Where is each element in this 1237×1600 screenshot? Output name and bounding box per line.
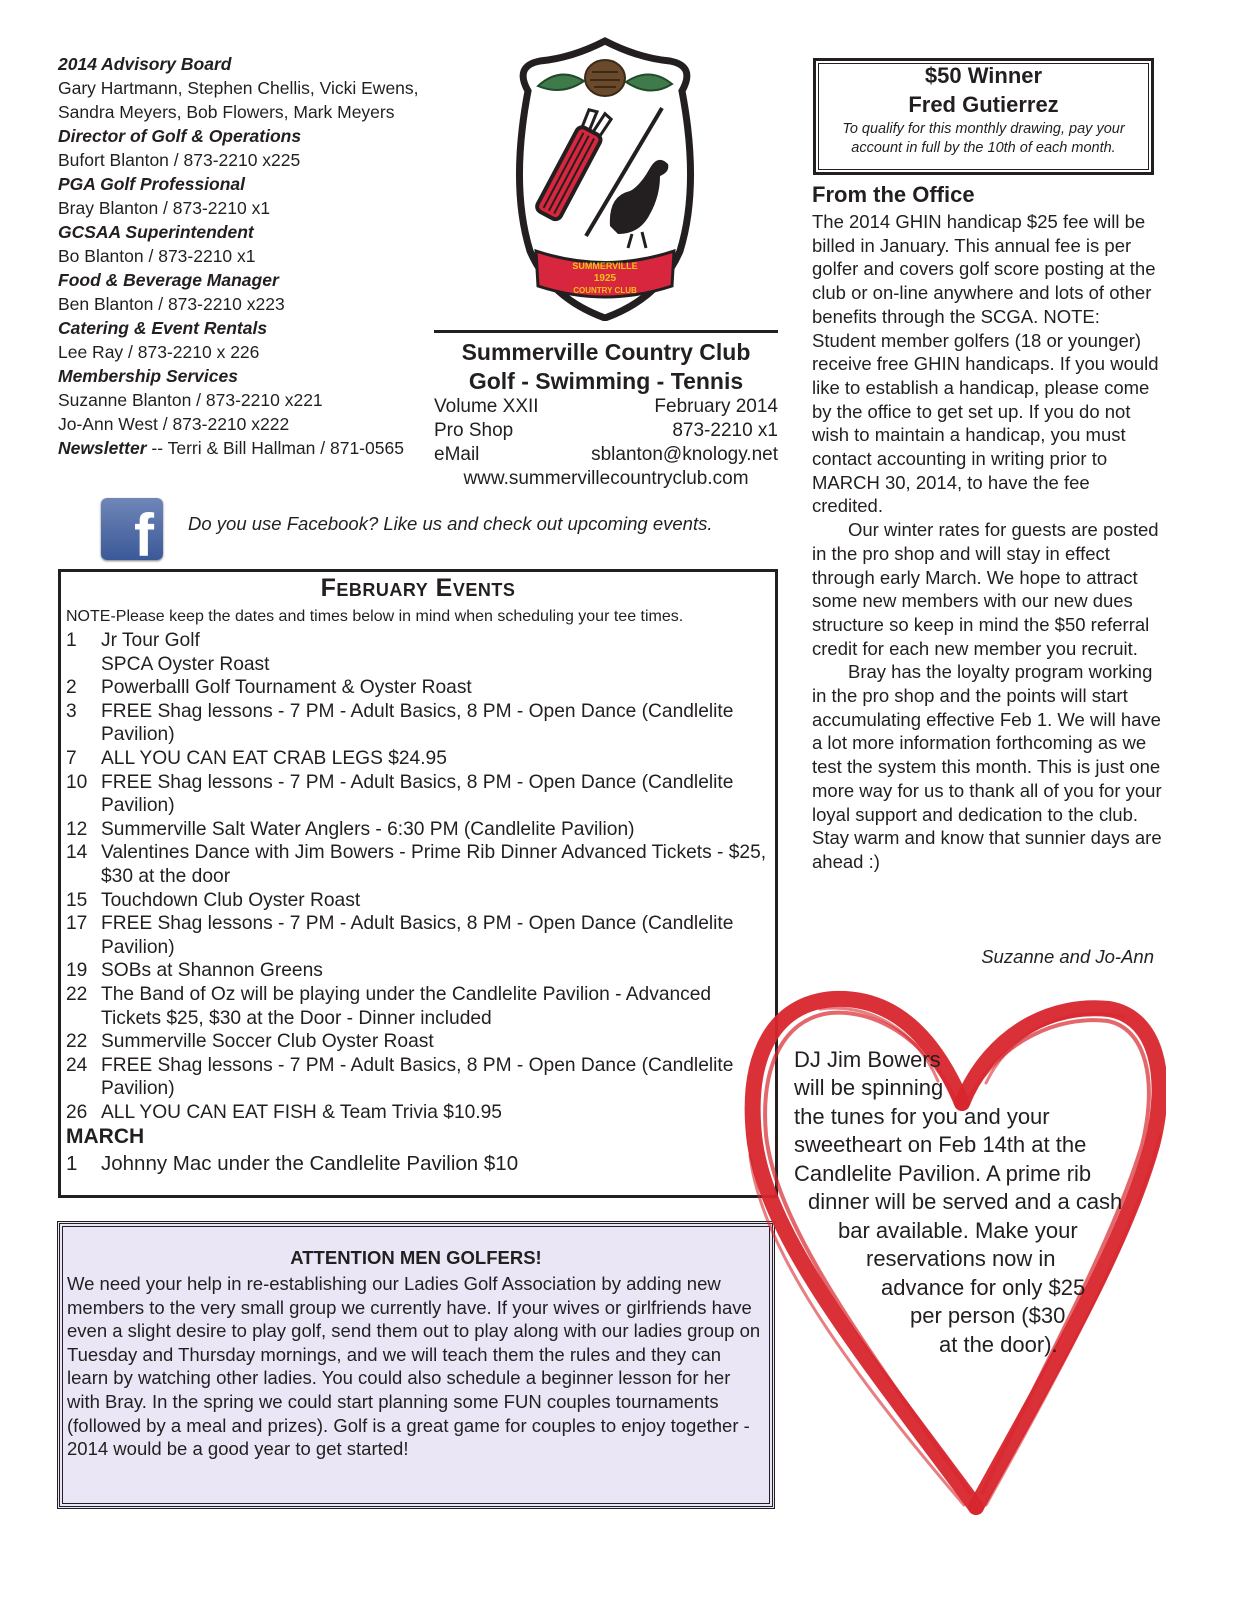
event-item bbox=[66, 629, 770, 653]
heart-text-line: bar available. Make your bbox=[838, 1218, 1078, 1243]
role-title: Director of Golf & Operations bbox=[58, 126, 302, 146]
event-text: FREE Shag lessons - 7 PM - Adult Basics, 8 PM - Open Dance (Candlelite Pavilion) bbox=[101, 913, 734, 958]
role-title: PGA Golf Professional bbox=[58, 174, 246, 194]
event-text: Johnny Mac under the Candlelite Pavilion $10 bbox=[101, 1152, 519, 1176]
logo-banner-bottom: COUNTRY CLUB bbox=[573, 286, 637, 295]
heart-text-line: sweetheart on Feb 14th at the bbox=[794, 1132, 1087, 1157]
event-item bbox=[66, 1030, 770, 1054]
event-text: Powerballl Golf Tournament & Oyster Roast bbox=[101, 677, 472, 699]
event-text: Summerville Salt Water Anglers - 6:30 PM (Candlelite Pavilion) bbox=[101, 818, 635, 840]
event-text: ALL YOU CAN EAT FISH & Team Trivia $10.95 bbox=[101, 1101, 502, 1123]
advisory-board bbox=[58, 52, 430, 460]
heart-text-line: at the door). bbox=[939, 1332, 1058, 1357]
logo-banner-top: SUMMERVILLE bbox=[572, 261, 638, 271]
club-name: Summerville Country Club bbox=[461, 339, 751, 365]
proshop-phone: 873-2210 x1 bbox=[672, 420, 778, 441]
events-list bbox=[66, 629, 770, 1178]
heart-text-line: the tunes for you and your bbox=[794, 1104, 1050, 1129]
role-title: GCSAA Superintendent bbox=[58, 222, 254, 242]
board-members-line: Gary Hartmann, Stephen Chellis, Vicki Ewens, bbox=[58, 78, 419, 98]
event-text: FREE Shag lessons - 7 PM - Adult Basics, 8 PM - Open Dance (Candlelite Pavilion) bbox=[101, 1054, 734, 1100]
office-paragraph: Our winter rates for guests are posted in the pro shop and will stay in effect through early March. We hope to attract some new members with our new dues structure so keep in mind the $50 referral credit for each new member you recruit. bbox=[812, 519, 1159, 659]
email-label: eMail bbox=[434, 444, 480, 465]
office-title: From the Office bbox=[812, 182, 975, 207]
role-contact: Ben Blanton / 873-2210 x223 bbox=[58, 294, 285, 314]
heart-text-line: dinner will be served and a cash bbox=[808, 1189, 1123, 1214]
event-item bbox=[66, 912, 770, 959]
club-logo bbox=[500, 36, 710, 321]
event-text: SPCA Oyster Roast bbox=[101, 653, 270, 675]
logo-year: 1925 bbox=[593, 273, 617, 284]
facebook-glyph: f bbox=[134, 502, 154, 560]
heart-text-line: DJ Jim Bowers bbox=[794, 1047, 941, 1072]
event-item bbox=[66, 983, 770, 1030]
event-day: 1 bbox=[66, 630, 77, 651]
winner-note: To qualify for this monthly drawing, pay your account in full by the 10th of each month. bbox=[842, 121, 1125, 156]
event-text: ALL YOU CAN EAT CRAB LEGS $24.95 bbox=[101, 747, 447, 769]
office-paragraph: Bray has the loyalty program working in the pro shop and the points will start accumulating effective Feb 1. We will have a lot more information forthcoming as we test the system this month. This is just one more way for us to thank all of you for your loyal support and dedication to the club. Stay warm and know that sunnier days are ahead :) bbox=[812, 661, 1162, 872]
event-day: 7 bbox=[66, 747, 77, 769]
role-contact: Jo-Ann West / 873-2210 x222 bbox=[58, 414, 290, 434]
proshop-row bbox=[434, 419, 778, 443]
heart-text-line: Candlelite Pavilion. A prime rib bbox=[794, 1161, 1092, 1186]
event-day: 22 bbox=[66, 983, 88, 1005]
proshop-label: Pro Shop bbox=[434, 420, 514, 441]
events-title: February Events bbox=[320, 574, 516, 602]
website-link[interactable]: www.summervillecountryclub.com bbox=[463, 468, 749, 489]
event-day: 1 bbox=[66, 1152, 78, 1176]
volume-label: Volume XXII bbox=[434, 396, 539, 417]
email-row bbox=[434, 443, 778, 467]
office-paragraph: The 2014 GHIN handicap $25 fee will be billed in January. This annual fee is per golfer and covers golf score posting at the club or on-line anywhere and lots of other benefits through the SCGA. NOTE: Student member golfers (18 or younger) receive free GHIN handicaps. If you would like to establish a handicap, please come by the office to get set up. If you do not wish to maintain a handicap, you must contact accounting in writing prior to MARCH 30, 2014, to have the fee credited. bbox=[812, 211, 1159, 517]
attention-body: We need your help in re-establishing our Ladies Golf Association by adding new members to the very small group we currently have. If your wives or girlfriends have even a slight desire to play golf, send them out to play along with our ladies group on Tuesday and Thursday mornings, and we will teach them the rules and they can learn by watching other ladies. You could also schedule a beginner lesson for her with Bray. In the spring we could start planning some FUN couples tournaments (followed by a meal and prizes). Golf is a great game for couples to enjoy together - 2014 would be a good year to get started! bbox=[67, 1273, 761, 1460]
event-day: 14 bbox=[66, 842, 88, 864]
event-text: FREE Shag lessons - 7 PM - Adult Basics, 8 PM - Open Dance (Candlelite Pavilion) bbox=[101, 771, 734, 817]
event-day: 12 bbox=[66, 818, 88, 840]
masthead-rule bbox=[434, 330, 778, 333]
newsletter-label: Newsletter bbox=[58, 438, 147, 458]
issue-date: February 2014 bbox=[654, 396, 778, 417]
event-item bbox=[66, 747, 770, 771]
facebook-icon[interactable] bbox=[101, 498, 163, 560]
march-heading: MARCH bbox=[66, 1125, 145, 1149]
board-members-line: Sandra Meyers, Bob Flowers, Mark Meyers bbox=[58, 102, 395, 122]
facebook-callout: Do you use Facebook? Like us and check out upcoming events. bbox=[188, 513, 713, 534]
events-note: NOTE-Please keep the dates and times below in mind when scheduling your tee times. bbox=[66, 608, 684, 625]
event-item bbox=[66, 676, 770, 700]
volume-row bbox=[434, 395, 778, 419]
event-text: FREE Shag lessons - 7 PM - Adult Basics, 8 PM - Open Dance (Candlelite Pavilion) bbox=[101, 700, 734, 746]
event-day: 3 bbox=[66, 700, 77, 722]
event-item bbox=[66, 818, 770, 842]
winner-title: $50 Winner bbox=[924, 63, 1043, 88]
event-text: Touchdown Club Oyster Roast bbox=[101, 889, 361, 911]
office-body bbox=[812, 210, 1164, 874]
event-text: The Band of Oz will be playing under the Candlelite Pavilion - Advanced Tickets $25, $30 at the Door - Dinner included bbox=[101, 983, 712, 1029]
role-contact: Bray Blanton / 873-2210 x1 bbox=[58, 198, 271, 218]
event-day: 17 bbox=[66, 913, 88, 935]
event-day: 2 bbox=[66, 677, 77, 699]
event-day: 15 bbox=[66, 889, 88, 911]
event-text: Summerville Soccer Club Oyster Roast bbox=[101, 1031, 434, 1053]
newsletter-credit bbox=[58, 436, 430, 460]
heart-text-line: per person ($30 bbox=[910, 1303, 1066, 1328]
event-day bbox=[66, 653, 101, 677]
winner-name: Fred Gutierrez bbox=[908, 92, 1059, 117]
event-day: 26 bbox=[66, 1101, 88, 1123]
event-text: Valentines Dance with Jim Bowers - Prime Rib Dinner Advanced Tickets - $25, $30 at the door bbox=[101, 842, 767, 887]
event-item bbox=[66, 889, 770, 913]
attention-title: ATTENTION MEN GOLFERS! bbox=[290, 1247, 542, 1268]
event-item bbox=[66, 1054, 770, 1101]
role-title: Catering & Event Rentals bbox=[58, 318, 268, 338]
club-subtitle: Golf - Swimming - Tennis bbox=[468, 368, 744, 394]
role-contact: Bo Blanton / 873-2210 x1 bbox=[58, 246, 256, 266]
event-item bbox=[66, 653, 770, 677]
event-item bbox=[66, 1101, 770, 1125]
event-item bbox=[66, 959, 770, 983]
role-contact: Lee Ray / 873-2210 x 226 bbox=[58, 342, 260, 362]
role-title: Food & Beverage Manager bbox=[58, 270, 279, 290]
board-heading: 2014 Advisory Board bbox=[58, 54, 232, 74]
role-contact: Bufort Blanton / 873-2210 x225 bbox=[58, 150, 301, 170]
role-title: Membership Services bbox=[58, 366, 238, 386]
heart-text-line: reservations now in bbox=[866, 1246, 1056, 1271]
event-text: SOBs at Shannon Greens bbox=[101, 960, 323, 982]
event-day: 24 bbox=[66, 1054, 88, 1076]
office-signature: Suzanne and Jo-Ann bbox=[981, 946, 1154, 967]
event-text: Jr Tour Golf bbox=[101, 630, 200, 651]
role-contact: Suzanne Blanton / 873-2210 x221 bbox=[58, 390, 323, 410]
event-day: 19 bbox=[66, 960, 88, 982]
event-item bbox=[66, 841, 770, 888]
event-item bbox=[66, 1150, 770, 1178]
newsletter-contact: -- Terri & Bill Hallman / 871-0565 bbox=[151, 438, 404, 458]
email-link[interactable]: sblanton@knology.net bbox=[591, 444, 778, 465]
event-item bbox=[66, 700, 770, 747]
event-item bbox=[66, 771, 770, 818]
event-day: 22 bbox=[66, 1031, 88, 1053]
event-day: 10 bbox=[66, 771, 88, 793]
heart-text-line: will be spinning bbox=[794, 1075, 944, 1100]
heart-text-line: advance for only $25 bbox=[881, 1275, 1086, 1300]
